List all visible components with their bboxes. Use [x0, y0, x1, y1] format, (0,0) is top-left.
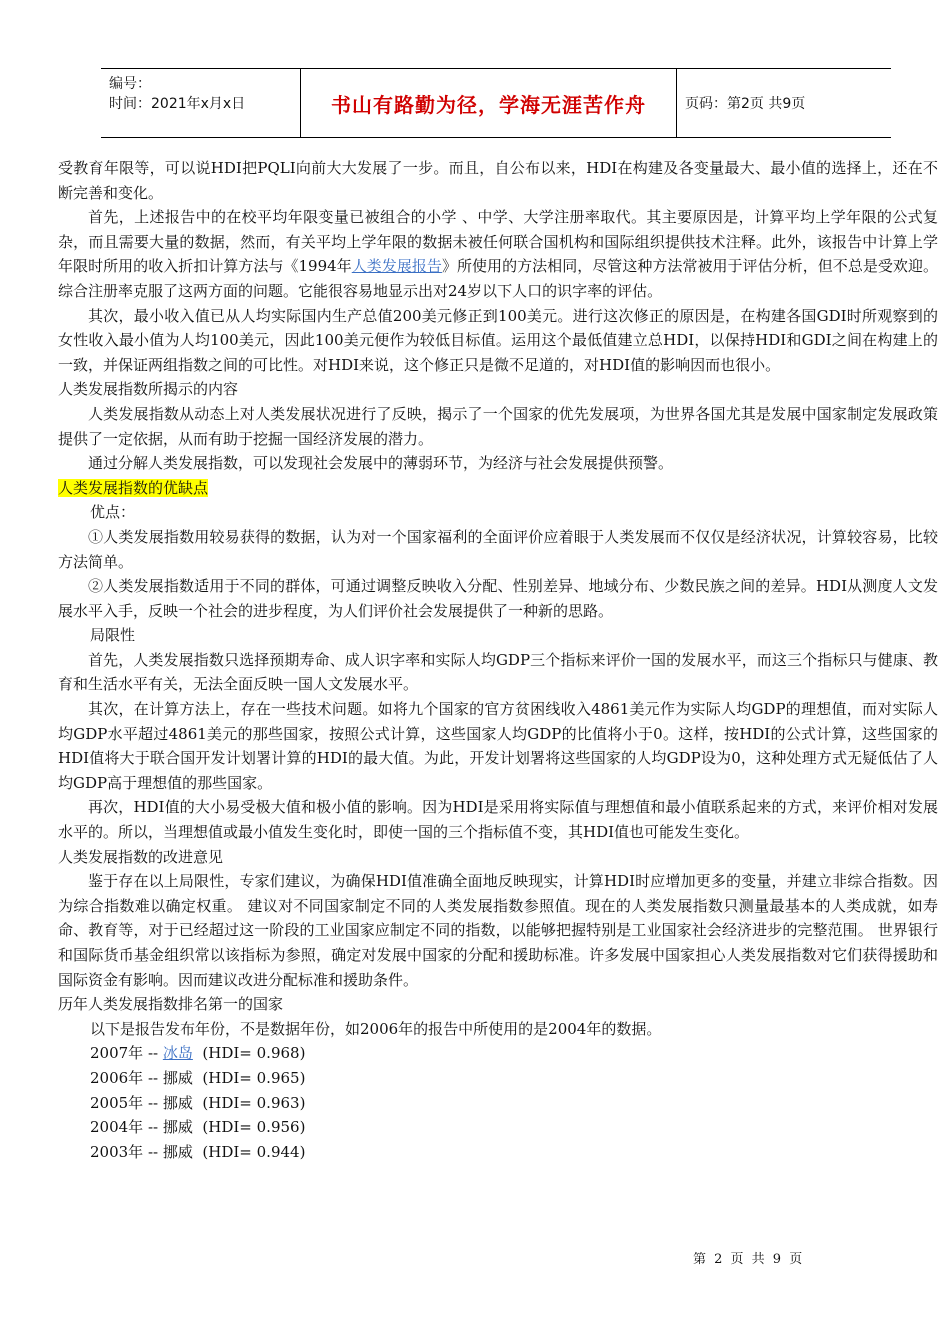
header-motto: 书山有路勤为径，学海无涯苦作舟: [301, 69, 677, 137]
paragraph: 首先，上述报告中的在校平均年限变量已被组合的小学 、中学、大学注册率取代。其主要原因是，计算平均上学年限的公式复杂，而且需要大量的数据，然而，有关平均上学年限的数据未被任何联合国机构和国际组织提供技术注释。此外，该报告中计算上学年限时所用的收入折扣计算方法与《1994年人类发展报告》所使用的方法相同，尽管这种方法常被用于评估分析，但不总是受欢迎。综合注册率克服了这两方面的问题。它能很容易地显示出对24岁以下人口的识字率的评估。: [58, 208, 938, 300]
list-item: 2004年 -- 挪威 (HDI= 0.956): [90, 1118, 306, 1137]
header-page-number: 页码：第2页 共9页: [685, 96, 806, 112]
paragraph: ②人类发展指数适用于不同的群体，可通过调整反映收入分配、性别差异、地域分布、少数民族之间的差异。HDI从测度人文发展水平入手，反映一个社会的进步程度，为人们评价社会发展提供了一种新的思路。: [58, 577, 938, 620]
paragraph: 再次，HDI值的大小易受极大值和极小值的影响。因为HDI是采用将实际值与理想值和最小值联系起来的方式，来评价相对发展水平的。所以，当理想值或最小值发生变化时，即使一国的三个指标值不变，其HDI值也可能发生变化。: [58, 798, 938, 842]
section-heading: 人类发展指数所揭示的内容: [58, 380, 239, 399]
section-heading-highlighted: 人类发展指数的优缺点: [58, 478, 209, 497]
paragraph: 通过分解人类发展指数，可以发现社会发展中的薄弱环节，为经济与社会发展提供预警。: [88, 454, 674, 473]
doc-number-label: 编号：: [109, 76, 151, 92]
limitations-label: 局限性: [90, 626, 136, 645]
section-heading: 历年人类发展指数排名第一的国家: [58, 995, 284, 1014]
paragraph: 受教育年限等，可以说HDI把PQLI向前大大发展了一步。而且，自公布以来，HDI在构建及各变量最大、最小值的选择上，还在不断完善和变化。: [58, 159, 938, 202]
header-meta: [101, 69, 301, 137]
paragraph: 以下是报告发布年份，不是数据年份，如2006年的报告中所使用的是2004年的数据。: [90, 1019, 662, 1038]
paragraph: 人类发展指数从动态上对人类发展状况进行了反映，揭示了一个国家的优先发展项，为世界各国尤其是发展中国家制定发展政策提供了一定依据，从而有助于挖掘一国经济发展的潜力。: [58, 404, 938, 448]
page-header: [101, 68, 891, 138]
list-item: 2005年 -- 挪威 (HDI= 0.963): [90, 1093, 306, 1112]
report-link[interactable]: 人类发展报告: [351, 257, 442, 276]
list-item: 2006年 -- 挪威 (HDI= 0.965): [90, 1068, 306, 1087]
paragraph: 首先，人类发展指数只选择预期寿命、成人识字率和实际人均GDP三个指标来评价一国的发展水平，而这三个指标只与健康、教育和生活水平有关，无法全面反映一国人文发展水平。: [58, 650, 938, 694]
list-item: 2007年 -- 冰岛 (HDI= 0.968): [90, 1044, 306, 1063]
paragraph: 其次，在计算方法上，存在一些技术问题。如将九个国家的官方贫困线收入4861美元作为实际人均GDP的理想值，而对实际人均GDP水平超过4861美元的那些国家，按照公式计算，这些国家人均GDP的比值将小于0。这样，按HDI的公式计算，这些国家的HDI值将大于联合国开发计划署计算的HDI的最大值。为此，开发计划署将这些国家的人均GDP设为0，这种处理方式无疑低估了人均GDP高于理想值的那些国家。: [58, 700, 938, 792]
paragraph: ①人类发展指数用较易获得的数据，认为对一个国家福利的全面评价应着眼于人类发展而不仅仅是经济状况，计算较容易，比较方法简单。: [58, 527, 938, 571]
advantages-label: 优点：: [90, 503, 136, 522]
document-body: [58, 156, 938, 1164]
country-link[interactable]: 冰岛: [162, 1044, 193, 1063]
page-footer: 第 2 页 共 9 页: [693, 1252, 805, 1267]
rankings-list: [58, 1041, 938, 1164]
list-item: 2003年 -- 挪威 (HDI= 0.944): [90, 1142, 306, 1161]
paragraph: 其次，最小收入值已从人均实际国内生产总值200美元修正到100美元。进行这次修正的原因是，在构建各国GDI时所观察到的女性收入最小值为人均100美元，因此100美元便作为较低目标值。运用这个最低值建立总HDI，以保持HDI和GDI之间在构建上的一致，并保证两组指数之间的可比性。对HDI来说，这个修正只是微不足道的，对HDI值的影响因而也很小。: [58, 306, 938, 374]
section-heading: 人类发展指数的改进意见: [58, 847, 224, 866]
paragraph: 鉴于存在以上局限性，专家们建议，为确保HDI值准确全面地反映现实，计算HDI时应增加更多的变量，并建立非综合指数。因为综合指数难以确定权重。 建议对不同国家制定不同的人类发展指数参照值。现在的人类发展指数只测量最基本的人类成就，如寿命、教育等，对于已经超过这一阶段的工业国家应制定不同的指数，以能够把握特别是工业国家社会经济进步的完整范围。 世界银行和国际货币基金组织常以该指标为参照，确定对发展中国家的分配和援助标准。许多发展中国家担心人类发展指数对它们获得援助和国际资金有影响。因而建议改进分配标准和援助条件。: [58, 872, 938, 989]
doc-time-label: 时间：2021年x月x日: [109, 96, 246, 112]
